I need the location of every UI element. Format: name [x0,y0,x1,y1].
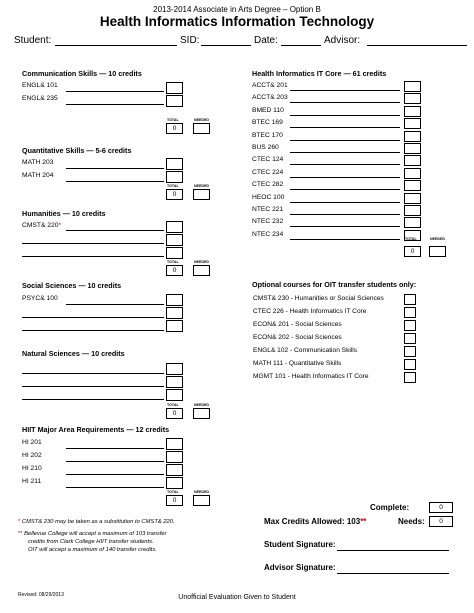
grade-line[interactable] [66,91,164,92]
footnote-star: * [58,222,62,229]
optional-checkbox[interactable] [404,307,416,318]
footnote-1: * CMST& 230 may be taken as a substitution to CMST& 220. [18,519,175,525]
optional-checkbox[interactable] [404,372,416,383]
credit-box[interactable] [166,247,183,259]
course-line[interactable] [22,399,164,400]
credit-box[interactable] [404,180,421,191]
grade-line[interactable] [290,177,400,178]
course-label: ENGL& 235 [22,95,58,102]
core-course-label: BTEC 170 [252,131,283,139]
grade-line[interactable] [290,164,400,165]
optional-checkbox[interactable] [404,294,416,305]
credit-box[interactable] [166,221,183,233]
needed-label: NEEDED [194,260,209,264]
course-line[interactable] [22,386,164,387]
credit-box[interactable] [404,155,421,166]
student-signature-label: Student Signature: [264,540,336,549]
sid-field[interactable] [201,45,251,46]
total-value: 0 [166,408,183,419]
credit-box[interactable] [404,131,421,142]
revised-date: Revised: 08/29/2013 [18,592,64,598]
course-line[interactable] [22,373,164,374]
credit-box[interactable] [404,143,421,154]
grade-line[interactable] [290,152,400,153]
grade-line[interactable] [290,239,400,240]
student-field[interactable] [55,45,177,46]
total-label: TOTAL [167,490,179,494]
total-value: 0 [166,189,183,200]
credit-box[interactable] [166,451,183,463]
optional-course-label: CMST& 230 - Humanities or Social Sciences [253,295,384,302]
credit-box[interactable] [404,205,421,216]
course-label: HI 202 [22,452,42,459]
advisor-label: Advisor: [324,35,361,46]
optional-checkbox[interactable] [404,320,416,331]
credit-box[interactable] [166,477,183,489]
complete-label: Complete: [370,503,410,512]
grade-line[interactable] [290,115,400,116]
total-label: TOTAL [405,237,417,241]
footer-note: Unofficial Evaluation Given to Student [178,594,296,601]
grade-line[interactable] [66,104,164,105]
grade-line[interactable] [66,474,164,475]
comm-section-title: Communication Skills — 10 credits [22,69,142,78]
advisor-signature-label: Advisor Signature: [264,563,336,572]
optional-course-label: MATH 111 - Quantitative Skills [253,360,342,367]
needs-value: 0 [429,516,453,527]
grade-line[interactable] [66,448,164,449]
nat-section-title: Natural Sciences — 10 credits [22,349,125,358]
course-label: MATH 203 [22,159,54,166]
total-value: 0 [166,265,183,276]
footnote-star: ** [360,517,367,526]
course-label: HI 211 [22,478,42,485]
complete-value: 0 [429,502,453,513]
grade-line[interactable] [290,140,400,141]
grade-line[interactable] [66,487,164,488]
needed-box[interactable] [193,495,210,506]
course-line[interactable] [22,330,164,331]
needs-label: Needs: [398,517,425,526]
quant-section-title: Quantitative Skills — 5-6 credits [22,146,132,155]
footnote-2-line3: OIT will accept a maximum of 140 transfer credits. [28,547,157,553]
credit-box[interactable] [166,171,183,183]
course-line[interactable] [22,243,164,244]
grade-line[interactable] [66,181,164,182]
grade-line[interactable] [290,90,400,91]
core-course-label: ACCT& 203 [252,94,288,102]
credit-box[interactable] [166,464,183,476]
grade-line[interactable] [290,102,400,103]
core-course-label: BTEC 169 [252,119,283,127]
needed-box[interactable] [193,408,210,419]
hiit-section-title: HIIT Major Area Requirements — 12 credits [22,425,170,434]
course-label: ENGL& 101 [22,82,58,89]
core-course-label: NTEC 221 [252,206,284,213]
credit-box[interactable] [166,307,183,319]
needed-label: NEEDED [430,237,445,241]
credit-box[interactable] [166,363,183,375]
form-subtitle: 2013-2014 Associate in Arts Degree – Option B [153,5,321,14]
course-label: MATH 204 [22,172,54,179]
credit-box[interactable] [166,389,183,401]
grade-line[interactable] [66,304,164,305]
course-label: HI 210 [22,465,42,472]
core-course-label: NTEC 234 [252,230,284,238]
needed-box[interactable] [193,189,210,200]
needed-box[interactable] [193,265,210,276]
needed-label: NEEDED [194,403,209,407]
course-label: CMST& 220* [22,222,62,229]
grade-line[interactable] [290,202,400,203]
course-line[interactable] [22,317,164,318]
date-field[interactable] [281,45,321,46]
credit-box[interactable] [166,320,183,332]
core-section-title: Health Informatics IT Core — 61 credits [252,69,387,78]
max-credits-label: Max Credits Allowed: 103** [264,517,367,526]
grade-line[interactable] [290,127,400,128]
core-course-label: CTEC 282 [252,181,284,189]
credit-box[interactable] [404,193,421,204]
grade-line[interactable] [66,230,164,231]
optional-course-label: ECON& 202 - Social Sciences [253,334,342,341]
optional-course-label: ECON& 201 - Social Sciences [253,321,342,328]
grade-line[interactable] [66,461,164,462]
total-label: TOTAL [167,184,179,188]
total-label: TOTAL [167,403,179,407]
optional-section-title: Optional courses for OIT transfer students only: [252,280,417,289]
core-course-label: CTEC 224 [252,168,284,176]
total-value: 0 [166,123,183,134]
core-course-label: NTEC 232 [252,218,284,226]
course-label: HI 201 [22,439,42,446]
credit-box[interactable] [404,93,421,104]
needed-label: NEEDED [194,184,209,188]
credit-box[interactable] [166,82,183,94]
needed-box[interactable] [429,246,446,257]
credit-box[interactable] [166,376,183,388]
credit-box[interactable] [404,217,421,228]
total-value: 0 [404,246,421,257]
grade-line[interactable] [290,226,400,227]
credit-box[interactable] [404,81,421,92]
optional-course-label: MGMT 101 - Health Informatics IT Core [253,373,369,380]
credit-box[interactable] [166,95,183,107]
credit-box[interactable] [404,106,421,117]
advisor-signature-line[interactable] [337,573,449,574]
sid-label: SID: [180,35,200,46]
core-course-label: BUS 260 [252,144,279,151]
form-title: Health Informatics Information Technology [99,14,375,29]
student-label: Student: [14,35,52,46]
course-line[interactable] [22,256,164,257]
optional-checkbox[interactable] [404,359,416,370]
grade-line[interactable] [290,214,400,215]
core-course-label: BMED 110 [252,106,284,114]
advisor-field[interactable] [367,45,467,46]
credit-box[interactable] [166,294,183,306]
credit-box[interactable] [404,118,421,129]
needed-label: NEEDED [194,490,209,494]
grade-line[interactable] [290,189,400,190]
optional-checkbox[interactable] [404,346,416,357]
core-course-label: HEOC 100 [252,193,285,201]
core-course-label: CTEC 124 [252,156,284,164]
credit-box[interactable] [166,234,183,246]
student-signature-line[interactable] [337,550,449,551]
footnote-2: ** Bellevue College will accept a maximum of 103 transfer [18,531,167,537]
course-label: PSYC& 100 [22,295,58,302]
credit-box[interactable] [166,438,183,450]
needed-label: NEEDED [194,118,209,122]
total-label: TOTAL [167,260,179,264]
core-course-label: ACCT& 201 [252,82,288,89]
optional-course-label: CTEC 226 - Health Informatics IT Core [253,308,367,315]
footnote-2-line2: credits from Clark College HIIT transfer students. [28,539,154,545]
soc-section-title: Social Sciences — 10 credits [22,281,122,290]
optional-checkbox[interactable] [404,333,416,344]
credit-box[interactable] [166,158,183,170]
needed-box[interactable] [193,123,210,134]
credit-box[interactable] [404,168,421,179]
optional-course-label: ENGL& 102 - Communication Skills [253,347,358,354]
hum-section-title: Humanities — 10 credits [22,209,106,218]
total-label: TOTAL [167,118,179,122]
date-label: Date: [254,35,278,46]
grade-line[interactable] [66,168,164,169]
total-value: 0 [166,495,183,506]
